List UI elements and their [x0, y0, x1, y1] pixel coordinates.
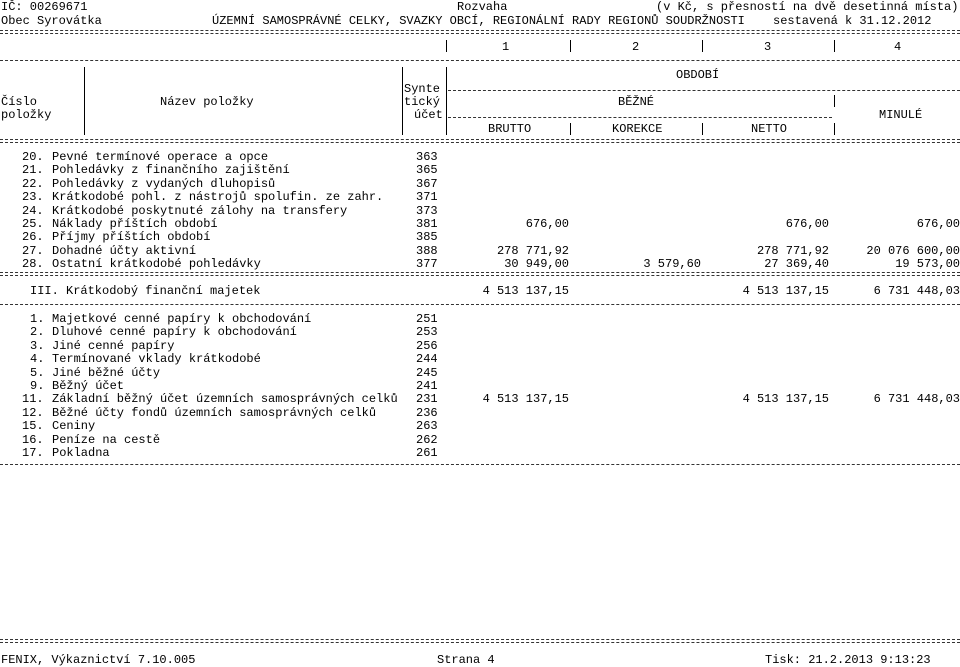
- row-account: 363: [416, 150, 438, 164]
- row-account: 231: [416, 392, 438, 407]
- row-name: Základní běžný účet územních samosprávných celků: [52, 392, 398, 407]
- row-netto: 27 369,40: [764, 257, 829, 272]
- row-account: 251: [416, 312, 438, 326]
- col-sep: [446, 40, 447, 52]
- row-name: Krátkodobé pohl. z nástrojů spolufin. ze zahr.: [52, 190, 384, 205]
- section-title: III. Krátkodobý finanční majetek: [30, 284, 261, 298]
- row-number: 11.: [22, 392, 44, 407]
- row-name: Pohledávky z vydaných dluhopisů: [52, 176, 276, 191]
- rule: [448, 90, 960, 91]
- row-name: Jiné cenné papíry: [52, 338, 175, 353]
- rule: [448, 117, 832, 118]
- row-number: 20.: [22, 150, 44, 164]
- bezne-heading: BĚŽNÉ: [618, 95, 655, 109]
- row-number: 1.: [30, 312, 45, 326]
- row-number: 9.: [30, 379, 45, 393]
- row-number: 12.: [22, 405, 44, 420]
- row-minule: 6 731 448,03: [873, 392, 960, 407]
- row-brutto: 4 513 137,15: [482, 392, 569, 407]
- row-account: 253: [416, 325, 438, 340]
- korekce-heading: KOREKCE: [612, 122, 663, 136]
- row-account: 241: [416, 379, 438, 393]
- row-minule: 19 573,00: [895, 257, 960, 272]
- col-sep: [834, 95, 835, 107]
- synte-heading: Synte: [404, 82, 441, 96]
- col-sep: [402, 67, 403, 135]
- nazev-heading: Název položky: [160, 95, 254, 109]
- col-sep: [570, 123, 571, 135]
- row-account: 377: [416, 257, 438, 272]
- row-name: Krátkodobé poskytnuté zálohy na transfery: [52, 203, 348, 218]
- row-number: 17.: [22, 446, 44, 460]
- row-name: Příjmy příštích období: [52, 230, 211, 245]
- row-korekce: 3 579,60: [643, 257, 701, 272]
- row-name: Ceniny: [52, 419, 96, 434]
- section-minule: 6 731 448,03: [873, 284, 960, 298]
- row-number: 5.: [30, 365, 45, 380]
- row-account: 388: [416, 243, 438, 258]
- row-account: 236: [416, 405, 438, 420]
- row-account: 365: [416, 163, 438, 178]
- row-netto: 4 513 137,15: [742, 392, 829, 407]
- row-account: 261: [416, 446, 438, 460]
- row-name: Běžný účet: [52, 379, 125, 393]
- row-number: 24.: [22, 203, 44, 218]
- row-brutto: 676,00: [525, 217, 569, 231]
- units-note: (v Kč, s přesností na dvě desetinná místa): [656, 0, 959, 14]
- row-account: 381: [416, 217, 438, 231]
- rule: [0, 60, 960, 61]
- row-number: 3.: [30, 338, 45, 353]
- row-number: 4.: [30, 352, 45, 367]
- report-title: Rozvaha: [457, 0, 508, 14]
- entity-category: ÚZEMNÍ SAMOSPRÁVNÉ CELKY, SVAZKY OBCÍ, REGIONÁLNÍ RADY REGIONŮ SOUDRŽNOSTI: [212, 14, 745, 28]
- row-name: Majetkové cenné papíry k obchodování: [52, 312, 312, 326]
- rule: [0, 304, 960, 305]
- netto-heading: NETTO: [751, 122, 788, 136]
- col-sep: [834, 123, 835, 135]
- row-number: 27.: [22, 243, 44, 258]
- row-account: 245: [416, 365, 438, 380]
- footer-rule: [0, 639, 960, 643]
- row-number: 22.: [22, 176, 44, 191]
- page-number: Strana 4: [437, 653, 495, 667]
- row-number: 28.: [22, 257, 44, 272]
- row-netto: 676,00: [785, 217, 829, 231]
- row-account: 371: [416, 190, 438, 205]
- col-number-3: 3: [764, 40, 772, 54]
- row-minule: 20 076 600,00: [866, 243, 960, 258]
- brutto-heading: BRUTTO: [488, 122, 532, 136]
- row-netto: 278 771,92: [756, 243, 829, 258]
- row-account: 262: [416, 432, 438, 447]
- row-brutto: 278 771,92: [496, 243, 569, 258]
- row-number: 21.: [22, 163, 44, 178]
- section-brutto: 4 513 137,15: [482, 284, 569, 298]
- col-sep: [446, 67, 447, 135]
- col-sep: [570, 40, 571, 52]
- entity-name: Obec Syrovátka: [1, 14, 102, 28]
- col-sep: [834, 40, 835, 52]
- col-sep: [702, 123, 703, 135]
- ticky-heading: tický: [404, 95, 441, 109]
- row-name: Termínované vklady krátkodobé: [52, 352, 261, 367]
- cislo-heading: Číslo: [1, 95, 38, 109]
- row-minule: 676,00: [916, 217, 960, 231]
- row-account: 385: [416, 230, 438, 245]
- col-sep: [702, 40, 703, 52]
- row-name: Pokladna: [52, 446, 110, 460]
- col-sep: [84, 67, 85, 135]
- row-account: 256: [416, 338, 438, 353]
- row-name: Peníze na cestě: [52, 432, 161, 447]
- polozky-heading: položky: [1, 108, 52, 122]
- row-name: Dluhové cenné papíry k obchodování: [52, 325, 297, 340]
- row-account: 263: [416, 419, 438, 434]
- row-account: 367: [416, 176, 438, 191]
- row-number: 23.: [22, 190, 44, 205]
- table-end-rule: [0, 464, 960, 465]
- obdobi-heading: OBDOBÍ: [676, 68, 720, 82]
- row-name: Pohledávky z finančního zajištění: [52, 163, 290, 178]
- print-timestamp: Tisk: 21.2.2013 9:13:23: [765, 653, 931, 667]
- row-name: Ostatní krátkodobé pohledávky: [52, 257, 261, 272]
- row-name: Náklady příštích období: [52, 217, 218, 231]
- row-name: Běžné účty fondů územních samosprávných celků: [52, 405, 377, 420]
- rule: [0, 272, 960, 276]
- col-number-4: 4: [894, 40, 902, 54]
- section-netto: 4 513 137,15: [742, 284, 829, 298]
- minule-heading: MINULÉ: [879, 108, 923, 122]
- col-number-2: 2: [632, 40, 640, 54]
- row-name: Pevné termínové operace a opce: [52, 150, 269, 164]
- row-name: Jiné běžné účty: [52, 365, 161, 380]
- row-number: 25.: [22, 217, 44, 231]
- row-brutto: 30 949,00: [504, 257, 569, 272]
- row-number: 26.: [22, 230, 44, 245]
- row-account: 373: [416, 203, 438, 218]
- row-number: 16.: [22, 432, 44, 447]
- row-number: 15.: [22, 419, 44, 434]
- table-header-rule: [0, 139, 960, 143]
- col-number-1: 1: [502, 40, 510, 54]
- ico-label: IČ: 00269671: [1, 0, 88, 14]
- row-number: 2.: [30, 325, 45, 340]
- compiled-date: sestavená k 31.12.2012: [773, 14, 932, 28]
- row-name: Dohadné účty aktivní: [52, 243, 197, 258]
- software-version: FENIX, Výkaznictví 7.10.005: [1, 653, 196, 667]
- row-account: 244: [416, 352, 438, 367]
- ucet-heading: účet: [414, 108, 443, 122]
- header-rule: [0, 30, 960, 34]
